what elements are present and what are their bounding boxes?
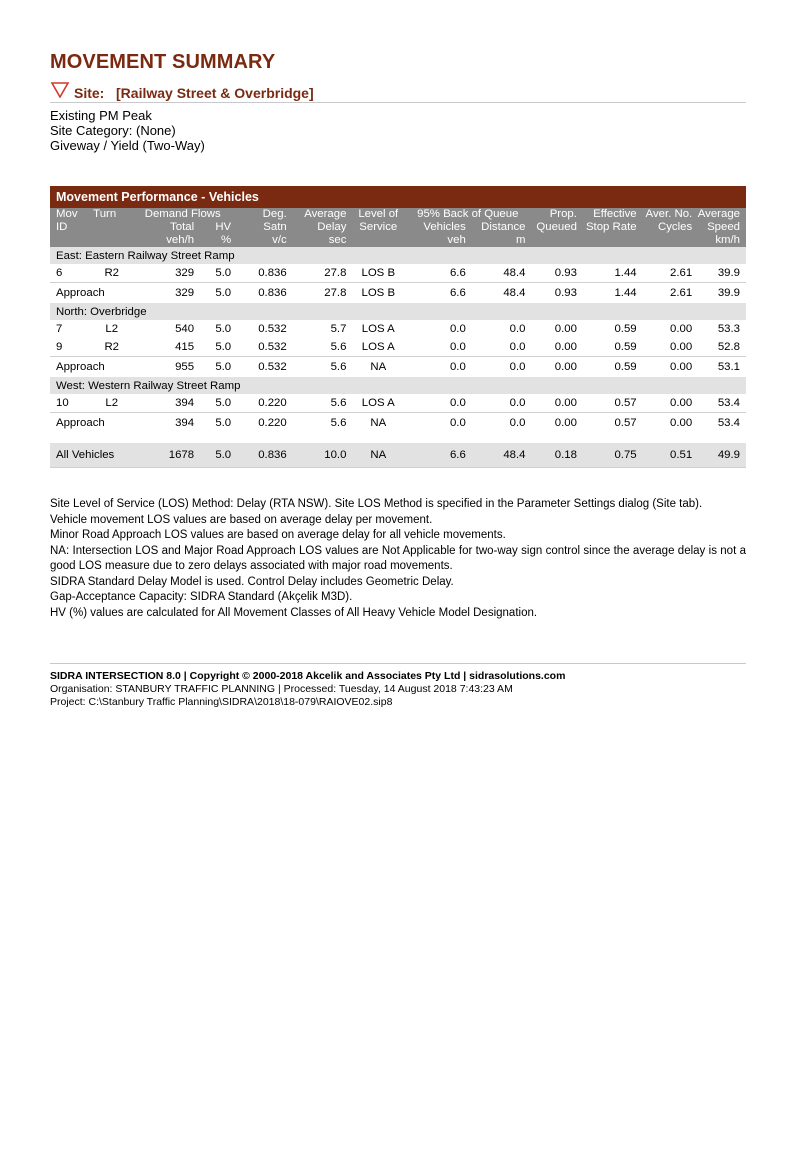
- col-header: Aver. No.: [639, 208, 695, 221]
- table-cell: 5.0: [196, 357, 233, 378]
- footer-project: Project: C:\Stanbury Traffic Planning\SIDRA\2018\18-079\RAIOVE02.sip8: [50, 696, 393, 708]
- col-header: Demand Flows: [132, 208, 233, 221]
- col-unit: m: [468, 234, 528, 247]
- note-na: NA: Intersection LOS and Major Road Approach LOS values are Not Applicable for two-way sign control since the average delay is not a good LOS measure due to zero delays associated with major road movements.: [50, 544, 746, 572]
- table-cell: 0.0: [509, 323, 526, 335]
- table-cell: 0.0: [468, 357, 528, 378]
- col-header: Service: [348, 221, 408, 234]
- table-cell: 0.51: [639, 443, 695, 468]
- col-header: ID: [50, 221, 91, 234]
- approach-group-header: [50, 303, 746, 320]
- approach-group-header: [50, 247, 746, 264]
- table-cell: 415: [175, 341, 195, 353]
- page-title: MOVEMENT SUMMARY: [50, 51, 276, 73]
- table-cell: 27.8: [289, 283, 349, 304]
- table-cell: LOS B: [361, 267, 396, 279]
- col-header: Delay: [289, 221, 349, 234]
- col-header: [91, 221, 132, 234]
- table-cell: 6.6: [449, 267, 466, 279]
- table-row: [50, 338, 746, 357]
- all-vehicles-label: All Vehicles: [50, 443, 132, 468]
- table-cell: 0.220: [258, 397, 287, 409]
- table-cell: 329: [175, 267, 195, 279]
- table-bottom-rule: [50, 468, 746, 471]
- table-row: [50, 394, 746, 413]
- table-cell: R2: [104, 267, 120, 279]
- table-cell: 540: [175, 323, 195, 335]
- table-cell: L2: [105, 323, 119, 335]
- table-cell: 0.59: [579, 357, 639, 378]
- table-cell: 0.57: [614, 397, 637, 409]
- note-hv: HV (%) values are calculated for All Movement Classes of All Heavy Vehicle Model Designation.: [50, 606, 538, 619]
- note-los-method: Site Level of Service (LOS) Method: Delay (RTA NSW). Site LOS Method is specified in the Parameter Settings dialog (Site tab).: [50, 498, 703, 510]
- table-cell: R2: [104, 341, 120, 353]
- table-cell: 39.9: [694, 283, 746, 304]
- col-unit: veh/h: [132, 234, 196, 247]
- col-header: Vehicles: [408, 221, 468, 234]
- col-unit: [579, 234, 639, 247]
- table-cell: 0.59: [614, 341, 637, 353]
- table-cell: 5.0: [196, 283, 233, 304]
- col-header: Turn: [91, 208, 132, 221]
- footer-organisation: Organisation: STANBURY TRAFFIC PLANNING | Processed: Tuesday, 14 August 2018 7:43:23 AM: [50, 683, 513, 695]
- table-cell: 5.6: [330, 397, 347, 409]
- table-cell: 6: [56, 267, 63, 279]
- site-name: [Railway Street & Overbridge]: [116, 85, 314, 101]
- table-cell: 10.0: [289, 443, 349, 468]
- site-prefix: Site:: [74, 85, 105, 101]
- table-cell: 53.3: [717, 323, 740, 335]
- col-unit: [348, 234, 408, 247]
- table-cell: 0.93: [554, 267, 577, 279]
- table-header-row-1: [50, 208, 746, 221]
- col-header: Level of: [348, 208, 408, 221]
- table-cell: 0.532: [233, 357, 289, 378]
- col-unit: [527, 234, 578, 247]
- table-cell: 0.59: [614, 323, 637, 335]
- all-vehicles-row: [50, 443, 746, 468]
- table-cell: 0.00: [527, 357, 578, 378]
- approach-label: Approach: [50, 413, 132, 434]
- note-movement-los: Vehicle movement LOS values are based on average delay per movement.: [50, 513, 433, 526]
- table-cell: 5.0: [215, 397, 232, 409]
- spacer-cell: [50, 433, 746, 443]
- table-cell: 0.00: [639, 413, 695, 434]
- col-header: Speed: [694, 221, 746, 234]
- approach-row: [50, 357, 746, 378]
- notes: [50, 497, 746, 621]
- footer: [50, 663, 746, 709]
- table-body: [50, 247, 746, 470]
- movement-performance-table: [50, 186, 746, 470]
- table-cell: 0.00: [527, 413, 578, 434]
- table-cell: 48.4: [468, 283, 528, 304]
- col-header: 95% Back of Queue: [408, 208, 527, 221]
- approach-group-name: West: Western Railway Street Ramp: [50, 377, 746, 394]
- site-category: Site Category: (None): [50, 123, 176, 138]
- table-cell: 0.0: [449, 397, 466, 409]
- approach-group-header: [50, 377, 746, 394]
- table-cell: 0.00: [639, 357, 695, 378]
- table-cell: 0.836: [233, 443, 289, 468]
- table-cell: 49.9: [694, 443, 746, 468]
- table-cell: 0.532: [258, 341, 287, 353]
- table-cell: 0.00: [670, 397, 693, 409]
- table-cell: 1.44: [614, 267, 637, 279]
- table-cell: 1678: [132, 443, 196, 468]
- table-cell: NA: [348, 357, 408, 378]
- table-cell: 48.4: [503, 267, 526, 279]
- table-cell: 6.6: [408, 443, 468, 468]
- table-cell: 5.0: [215, 323, 232, 335]
- table-row: [50, 264, 746, 283]
- col-header: Mov: [50, 208, 91, 221]
- col-header: Effective: [579, 208, 639, 221]
- table-cell: 0.00: [554, 397, 577, 409]
- table-header-row-2: [50, 221, 746, 234]
- table-cell: 0.0: [449, 323, 466, 335]
- note-approach-los: Minor Road Approach LOS values are based on average delay for all vehicle movements.: [50, 529, 506, 541]
- col-header: Satn: [233, 221, 289, 234]
- table-cell: 0.0: [408, 413, 468, 434]
- table-cell: 329: [132, 283, 196, 304]
- table-header-row-3: [50, 234, 746, 247]
- rule-cell: [50, 468, 746, 471]
- table-cell: 53.4: [717, 397, 740, 409]
- approach-label: Approach: [50, 283, 132, 304]
- table-cell: 10: [56, 397, 69, 409]
- table-cell: 27.8: [324, 267, 347, 279]
- col-header: HV: [196, 221, 233, 234]
- table-cell: 39.9: [717, 267, 740, 279]
- site-heading: [50, 82, 746, 103]
- col-header: Prop.: [527, 208, 578, 221]
- table-cell: 5.0: [196, 443, 233, 468]
- col-unit: sec: [289, 234, 349, 247]
- table-cell: 0.836: [258, 267, 287, 279]
- table-cell: 0.0: [468, 413, 528, 434]
- table-cell: 0.93: [527, 283, 578, 304]
- table-cell: 2.61: [639, 283, 695, 304]
- site-label: [74, 85, 314, 101]
- table-cell: 5.0: [196, 413, 233, 434]
- table-cell: 53.4: [694, 413, 746, 434]
- footer-copyright: SIDRA INTERSECTION 8.0 | Copyright © 2000-2018 Akcelik and Associates Pty Ltd | sidrasolutions.com: [50, 670, 566, 682]
- col-header: Distance: [468, 221, 528, 234]
- table-cell: 0.00: [554, 323, 577, 335]
- table-cell: 0.0: [509, 397, 526, 409]
- yield-triangle-icon: [51, 82, 69, 98]
- col-unit: v/c: [233, 234, 289, 247]
- table-cell: 0.00: [670, 323, 693, 335]
- table-cell: 1.44: [579, 283, 639, 304]
- col-header: Average: [694, 208, 746, 221]
- table-cell: 0.00: [554, 341, 577, 353]
- approach-group-name: East: Eastern Railway Street Ramp: [50, 247, 746, 264]
- table-cell: 0.836: [233, 283, 289, 304]
- table-cell: 53.1: [694, 357, 746, 378]
- table-cell: LOS B: [348, 283, 408, 304]
- approach-row: [50, 413, 746, 434]
- col-unit: %: [196, 234, 233, 247]
- table-cell: LOS A: [361, 397, 395, 409]
- col-header: Average: [289, 208, 349, 221]
- scenario-name: Existing PM Peak: [50, 108, 152, 123]
- table-cell: LOS A: [361, 341, 395, 353]
- table-cell: 5.6: [289, 413, 349, 434]
- table-cell: 6.6: [408, 283, 468, 304]
- table-cell: 955: [132, 357, 196, 378]
- col-unit: km/h: [694, 234, 746, 247]
- col-unit: [91, 234, 132, 247]
- table-cell: 0.57: [579, 413, 639, 434]
- table-cell: 0.0: [509, 341, 526, 353]
- table-cell: 2.61: [670, 267, 693, 279]
- table-cell: 0.0: [408, 357, 468, 378]
- table-cell: 0.75: [579, 443, 639, 468]
- col-unit: veh: [408, 234, 468, 247]
- table-cell: 52.8: [717, 341, 740, 353]
- table-cell: 0.532: [258, 323, 287, 335]
- table-cell: L2: [105, 397, 119, 409]
- col-header: Cycles: [639, 221, 695, 234]
- table-spacer: [50, 433, 746, 443]
- table-cell: 7: [56, 323, 63, 335]
- site-info: [50, 108, 205, 153]
- table-cell: 48.4: [468, 443, 528, 468]
- control-type: Giveway / Yield (Two-Way): [50, 138, 205, 153]
- table-cell: 5.0: [215, 267, 232, 279]
- table-cell: 0.0: [449, 341, 466, 353]
- table-cell: NA: [348, 443, 408, 468]
- table-cell: 5.6: [289, 357, 349, 378]
- col-header: Deg.: [233, 208, 289, 221]
- table-cell: 9: [56, 341, 63, 353]
- table-cell: 5.7: [330, 323, 347, 335]
- table-cell: 5.6: [330, 341, 347, 353]
- table-cell: 0.220: [233, 413, 289, 434]
- approach-label: Approach: [50, 357, 132, 378]
- table-row: [50, 320, 746, 338]
- approach-group-name: North: Overbridge: [50, 303, 746, 320]
- approach-row: [50, 283, 746, 304]
- col-header: Total: [132, 221, 196, 234]
- table-cell: 5.0: [215, 341, 232, 353]
- table-cell: 394: [175, 397, 195, 409]
- note-gap-acceptance: Gap-Acceptance Capacity: SIDRA Standard (Akçelik M3D).: [50, 591, 353, 603]
- col-unit: [639, 234, 695, 247]
- col-header: Stop Rate: [579, 221, 639, 234]
- note-delay-model: SIDRA Standard Delay Model is used. Control Delay includes Geometric Delay.: [50, 575, 454, 588]
- table-cell: 394: [132, 413, 196, 434]
- col-unit: [50, 234, 91, 247]
- table-cell: NA: [348, 413, 408, 434]
- table-title: Movement Performance - Vehicles: [50, 186, 746, 208]
- table-cell: 0.18: [527, 443, 578, 468]
- table-cell: 0.00: [670, 341, 693, 353]
- table-cell: LOS A: [361, 323, 395, 335]
- col-header: Queued: [527, 221, 578, 234]
